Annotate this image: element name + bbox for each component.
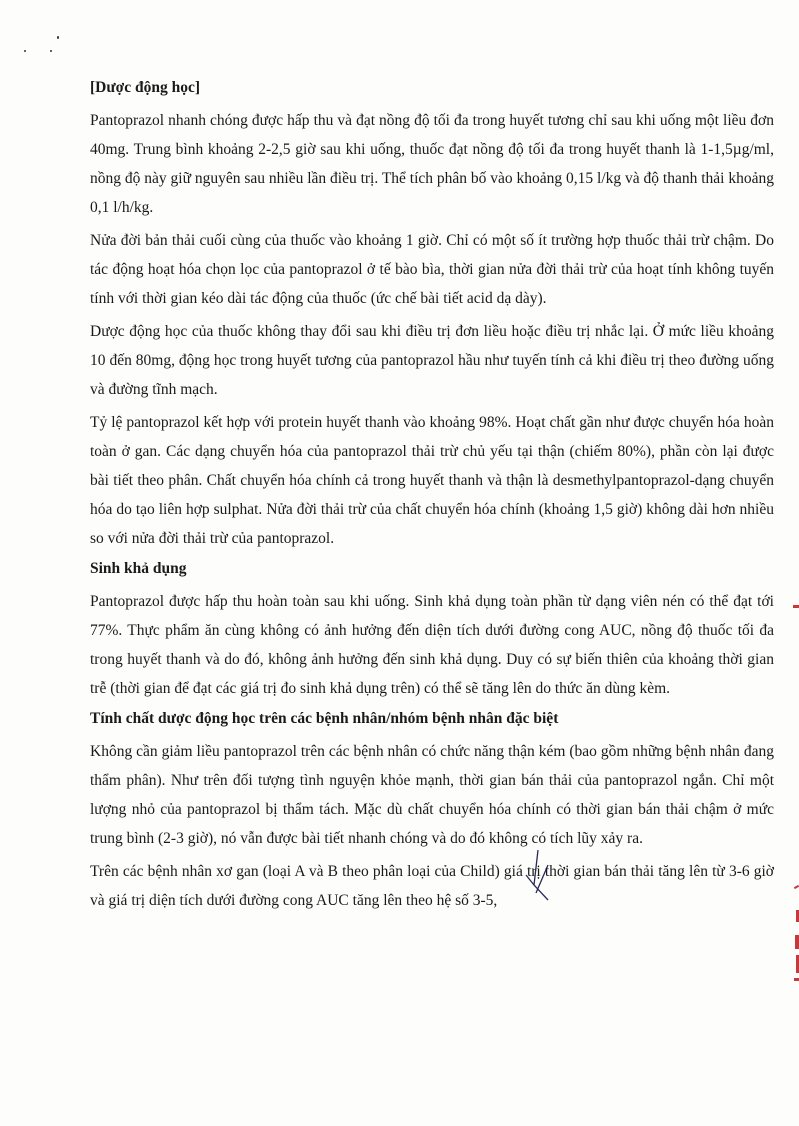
paragraph: Pantoprazol nhanh chóng được hấp thu và đạt nồng độ tối đa trong huyết tương chỉ sau khi uống một liều đơn 40mg. Trung bình khoảng 2-2,5 giờ sau khi uống, thuốc đạt nồng độ tối đa trong huyết thanh là 1-1,5µg/ml, nồng độ này giữ nguyên sau nhiều lần điều trị. Thể tích phân bố vào khoảng 0,15 l/kg và độ thanh thải khoảng 0,1 l/h/kg. <box>90 112 774 216</box>
paragraph: Tỷ lệ pantoprazol kết hợp với protein huyết thanh vào khoảng 98%. Hoạt chất gần như được chuyển hóa hoàn toàn ở gan. Các dạng chuyển hóa của pantoprazol thải trừ chủ yếu tại thận (chiếm 80%), phần còn lại được bài tiết theo phân. Chất chuyển hóa chính cả trong huyết thanh và thận là desmethylpantoprazol-dạng chuyển hóa do tạo liên hợp sulphat. Nửa đời thải trừ của chất chuyển hóa chính (khoảng 1,5 giờ) không dài hơn nhiều so với nửa đời thải trừ của pantoprazol. <box>90 414 774 547</box>
section-heading-pharmacokinetics: [Dược động học] <box>90 79 201 96</box>
stamp-edge-mark <box>793 605 799 608</box>
stamp-edge-mark <box>794 978 799 981</box>
paragraph: Pantoprazol được hấp thu hoàn toàn sau khi uống. Sinh khả dụng toàn phần từ dạng viên nén có thể đạt tới 77%. Thực phẩm ăn cùng không có ảnh hưởng đến diện tích dưới đường cong AUC, nồng độ thuốc tối đa trong huyết thanh và do đó, không ảnh hưởng đến sinh khả dụng. Duy có sự biến thiên của khoảng thời gian trễ (thời gian để đạt các giá trị đo sinh khả dụng trên) có thể sẽ tăng lên do thức ăn dùng kèm. <box>90 593 774 697</box>
section-heading-bioavailability: Sinh khả dụng <box>90 560 187 577</box>
stamp-edge-mark <box>795 935 799 949</box>
document-body <box>90 76 774 919</box>
paragraph: Dược động học của thuốc không thay đổi sau khi điều trị đơn liều hoặc điều trị nhắc lại. Ở mức liều khoảng 10 đến 80mg, động học trong huyết tương của pantoprazol hầu như tuyến tính cả khi điều trị theo đường uống và đường tĩnh mạch. <box>90 323 774 398</box>
paragraph: Không cần giảm liều pantoprazol trên các bệnh nhân có chức năng thận kém (bao gồm những bệnh nhân đang thẩm phân). Như trên đối tượng tình nguyện khỏe mạnh, thời gian bán thải của pantoprazol ngắn. Chỉ một lượng nhỏ của pantoprazol bị thẩm tách. Mặc dù chất chuyển hóa chính có thời gian bán thải chậm ở mức trung bình (2-3 giờ), nó vẫn được bài tiết nhanh chóng và do đó không có tích lũy xảy ra. <box>90 743 774 847</box>
scan-speck <box>57 36 59 39</box>
section-heading-special-populations: Tính chất dược động học trên các bệnh nhân/nhóm bệnh nhân đặc biệt <box>90 710 559 727</box>
stamp-edge-mark <box>794 885 799 889</box>
paragraph: Trên các bệnh nhân xơ gan (loại A và B theo phân loại của Child) giá trị thời gian bán thải tăng lên từ 3-6 giờ và giá trị diện tích dưới đường cong AUC tăng lên theo hệ số 3-5, <box>90 863 774 909</box>
paragraph: Nửa đời bản thải cuối cùng của thuốc vào khoảng 1 giờ. Chỉ có một số ít trường hợp thuốc thải trừ chậm. Do tác động hoạt hóa chọn lọc của pantoprazol ở tế bào bìa, thời gian nửa đời thải trừ của hoạt tính không tuyến tính với thời gian kéo dài tác động của thuốc (ức chế bài tiết acid dạ dày). <box>90 232 774 307</box>
scan-speck <box>24 50 26 52</box>
scan-speck <box>50 50 52 52</box>
